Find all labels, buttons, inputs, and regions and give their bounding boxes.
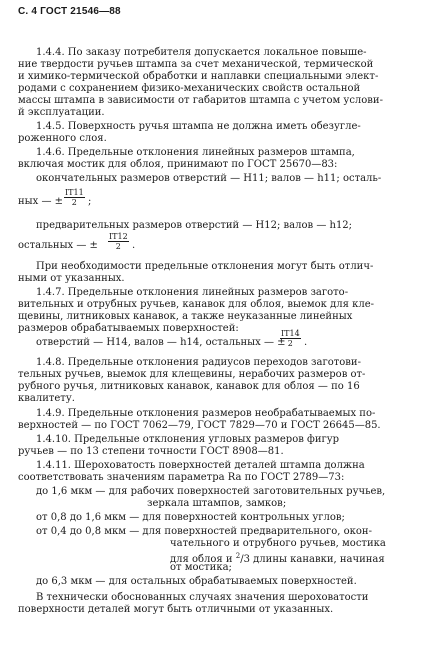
text-line: роженного слоя. xyxy=(18,133,107,144)
fraction-it12: $\frac{IT12}{2}$ xyxy=(109,232,128,251)
text-line: размеров обрабатываемых поверхностей: xyxy=(18,323,239,334)
paragraph-final: В технически обоснованных случаях значения шероховатости xyxy=(36,592,369,603)
text-line: окончательных размеров отверстий — H11; валов — h11; осталь- xyxy=(36,173,382,184)
text-line: квалитету. xyxy=(18,393,75,404)
fraction-tail: ; xyxy=(88,196,92,207)
text-line: й эксплуатации. xyxy=(18,107,105,118)
paragraph-1-4-5: 1.4.5. Поверхность ручья штампа не должна иметь обезугле- xyxy=(36,121,361,132)
paragraph-1-4-6: 1.4.6. Предельные отклонения линейных размеров штампа, xyxy=(36,147,355,158)
text-line: тельных ручьев, выемок для клещевины, нерабочих размеров от- xyxy=(18,369,366,380)
formula-line: ных — ± xyxy=(18,196,63,207)
paragraph-1-4-7: 1.4.7. Предельные отклонения линейных размеров загото- xyxy=(36,287,349,298)
paragraph-1-4-8: 1.4.8. Предельные отклонения радиусов переходов заготови- xyxy=(36,357,361,368)
text-line: вительных и отрубных ручьев, канавок для облоя, выемок для кле- xyxy=(18,299,375,310)
text-line: рубного ручья, литниковых канавок, канавок для облоя — по 16 xyxy=(18,381,360,392)
paragraph-1-4-10: 1.4.10. Предельные отклонения угловых размеров фигур xyxy=(36,434,340,445)
text-line: ние твердости ручьев штампа за счет механической, термической xyxy=(18,59,374,70)
text-line: включая мостик для облоя, принимают по ГОСТ 25670—83: xyxy=(18,159,338,170)
text-line: родами с сохранением физико-механических свойств остальной xyxy=(18,83,361,94)
page-header: С. 4 ГОСТ 21546—88 xyxy=(18,6,121,17)
list-item: до 1,6 мкм — для рабочих поверхностей заготовительных ручьев, xyxy=(36,486,386,497)
text-line: щевины, литниковых канавок, а также неуказанные линейных xyxy=(18,311,353,322)
fraction-tail: . xyxy=(304,337,308,348)
text-line: верхностей — по ГОСТ 7062—79, ГОСТ 7829—70 и ГОСТ 26645—85. xyxy=(18,420,381,431)
list-item: от 0,8 до 1,6 мкм — для поверхностей контрольных углов; xyxy=(36,512,345,523)
paragraph-1-4-9: 1.4.9. Предельные отклонения размеров необрабатываемых по- xyxy=(36,408,376,419)
text-line: ными от указанных. xyxy=(18,273,125,284)
text-line: и химико-термической обработки и наплавки специальными элект- xyxy=(18,71,379,82)
formula-line: отверстий — H14, валов — h14, остальных — ± xyxy=(36,337,286,348)
fraction-it11: $\frac{IT11}{2}$ xyxy=(65,188,84,207)
paragraph-1-4-4: 1.4.4. По заказу потребителя допускается локальное повыше- xyxy=(36,47,367,58)
paragraph-note: При необходимости предельные отклонения могут быть отлич- xyxy=(36,261,374,272)
list-item-continued: зеркала штампов, замков; xyxy=(147,498,287,509)
list-item-continued: от мостика; xyxy=(170,562,232,573)
list-item: от 0,4 до 0,8 мкм — для поверхностей предварительного, окон- xyxy=(36,526,372,537)
text-line: ручьев — по 13 степени точности ГОСТ 8908—81. xyxy=(18,446,284,457)
list-item-continued: для облоя и $^2$/3 длины канавки, начиная xyxy=(170,552,385,565)
text-line: соответствовать значениям параметра Ra по ГОСТ 2789—73: xyxy=(18,472,345,483)
text-line: предварительных размеров отверстий — H12; валов — h12; xyxy=(36,220,353,231)
paragraph-1-4-11: 1.4.11. Шероховатость поверхностей деталей штампа должна xyxy=(36,460,365,471)
text-line: массы штампа в зависимости от габаритов штампа с учетом услови- xyxy=(18,95,383,106)
formula-line: остальных — ± xyxy=(18,240,98,251)
fraction-it14: $\frac{IT14}{2}$ xyxy=(281,329,300,348)
fraction-tail: . xyxy=(132,240,136,251)
list-item: до 6,3 мкм — для остальных обрабатываемых поверхностей. xyxy=(36,576,357,587)
list-item-continued: чательного и отрубного ручьев, мостика xyxy=(170,538,386,549)
text-line: поверхности деталей могут быть отличными от указанных. xyxy=(18,604,334,615)
